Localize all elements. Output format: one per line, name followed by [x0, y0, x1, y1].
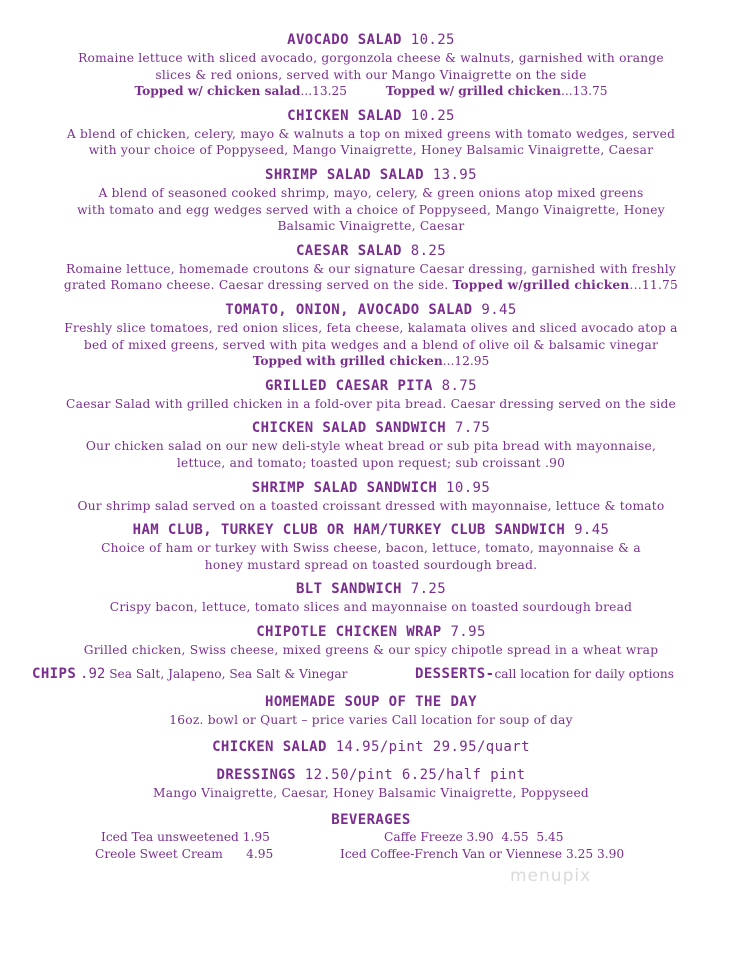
item-title	[0, 478, 742, 498]
item-price: 8.75	[441, 377, 477, 394]
menu-item-soup	[0, 692, 742, 729]
item-desc-line: Freshly slice tomatoes, red onion slices, feta cheese, kalamata olives and sliced avocado atop a	[64, 320, 678, 335]
item-desc-line: honey mustard spread on toasted sourdough bread.	[204, 557, 538, 572]
item-desc-line: with tomato and egg wedges served with a choice of Poppyseed, Mango Vinaigrette, Honey	[77, 202, 665, 217]
desserts-text: call location for daily options	[494, 667, 674, 682]
item-desc-line: Grilled chicken, Swiss cheese, mixed greens & our spicy chipotle spread in a wheat wrap	[83, 642, 659, 657]
topped-label: Topped w/grilled chicken	[452, 278, 630, 293]
item-title	[0, 765, 742, 785]
menu-item-avocado-salad	[0, 30, 742, 100]
beverage-item: Iced Coffee-French Van or Viennese 3.25 3.90	[340, 846, 625, 861]
item-title	[0, 106, 742, 126]
item-price: 7.25	[410, 581, 447, 598]
item-desc-line: Crispy bacon, lettuce, tomato slices and mayonnaise on toasted sourdough bread	[109, 600, 633, 615]
item-title	[0, 579, 742, 599]
topped-options	[0, 83, 742, 100]
item-desc-line: Romaine lettuce, homemade croutons & our signature Caesar dressing, garnished with freshly	[66, 261, 676, 276]
item-desc-line: A blend of chicken, celery, mayo & walnuts a top on mixed greens with tomato wedges, served	[66, 126, 676, 141]
menu-item-caesar-salad	[0, 241, 742, 294]
item-name: HAM CLUB, TURKEY CLUB OR HAM/TURKEY CLUB SANDWICH	[132, 522, 566, 539]
item-title	[0, 737, 742, 757]
menu	[0, 30, 742, 864]
topped-label: Topped with grilled chicken	[252, 354, 443, 369]
item-price: 12.50/pint 6.25/half pint	[304, 767, 526, 784]
item-name: SHRIMP SALAD SALAD	[265, 166, 424, 183]
item-desc-line: bed of mixed greens, served with pita wedges and a blend of olive oil & balsamic vinegar	[83, 337, 659, 352]
beverages-list	[0, 830, 742, 864]
item-title	[0, 300, 742, 320]
item-desc-line: Caesar Salad with grilled chicken in a fold-over pita bread. Caesar dressing served on the side	[66, 396, 676, 411]
item-price: 14.95/pint 29.95/quart	[335, 739, 530, 756]
item-price: 7.95	[450, 623, 486, 640]
item-title	[0, 30, 742, 50]
beverages-title: BEVERAGES	[331, 811, 411, 828]
item-desc-line: Our shrimp salad served on a toasted croissant dressed with mayonnaise, lettuce & tomato	[77, 498, 665, 513]
beverages-section	[0, 810, 742, 830]
item-desc-line: Choice of ham or turkey with Swiss cheese, bacon, lettuce, tomato, mayonnaise & a	[101, 541, 641, 556]
beverage-item: Iced Tea unsweetened 1.95	[101, 829, 270, 844]
item-price: 10.25	[410, 32, 455, 48]
menu-item-grilled-caesar-pita	[0, 376, 742, 413]
item-title	[0, 520, 742, 540]
item-desc-line: Our chicken salad on our new deli-style wheat bread or sub pita bread with mayonnaise,	[85, 439, 657, 454]
topped-price: ...13.25	[300, 84, 347, 99]
menu-item-club-sandwich	[0, 520, 742, 573]
menu-item-chipotle-chicken-wrap	[0, 622, 742, 659]
item-desc-line: A blend of seasoned cooked shrimp, mayo, celery, & green onions atop mixed greens	[98, 185, 644, 200]
item-desc-line	[0, 277, 742, 294]
item-name: CHICKEN SALAD	[287, 107, 402, 124]
item-name: CHICKEN SALAD	[212, 739, 327, 756]
menu-item-shrimp-salad	[0, 165, 742, 235]
item-name: DRESSINGS	[216, 767, 296, 784]
item-price: 9.45	[481, 301, 517, 318]
topped-label: Topped w/ grilled chicken	[385, 84, 562, 99]
beverage-item: Creole Sweet Cream 4.95	[95, 846, 274, 861]
item-name: AVOCADO SALAD	[287, 32, 402, 48]
chips-title: CHIPS	[32, 666, 77, 683]
item-name: BLT SANDWICH	[295, 581, 402, 598]
item-price: 9.45	[574, 522, 610, 539]
chips-price: .92	[80, 666, 106, 683]
beverage-item: Caffe Freeze 3.90 4.55 5.45	[384, 829, 564, 844]
item-name: GRILLED CAESAR PITA	[265, 377, 433, 394]
menu-item-dressings	[0, 765, 742, 802]
item-desc-line: Balsamic Vinaigrette, Caesar	[277, 219, 465, 234]
item-name: CHICKEN SALAD SANDWICH	[251, 420, 447, 437]
topped-options	[0, 353, 742, 370]
item-name: HOMEMADE SOUP OF THE DAY	[265, 694, 477, 711]
item-price: 13.95	[432, 166, 477, 183]
chips-line	[32, 666, 347, 682]
item-desc-line: Mango Vinaigrette, Caesar, Honey Balsamic Vinaigrette, Poppyseed	[153, 786, 589, 801]
item-title	[0, 418, 742, 438]
item-price: 10.25	[410, 107, 455, 124]
menu-item-blt-sandwich	[0, 579, 742, 616]
item-desc-line: with your choice of Poppyseed, Mango Vinaigrette, Honey Balsamic Vinaigrette, Caesar	[88, 143, 654, 158]
chips-flavors: Sea Salt, Jalapeno, Sea Salt & Vinegar	[109, 667, 348, 682]
item-title	[0, 165, 742, 185]
topped-price: ...12.95	[442, 354, 490, 369]
desc-text: grated Romano cheese. Caesar dressing served on the side.	[63, 278, 449, 293]
chips-desserts-row	[0, 664, 742, 686]
item-price: 7.75	[454, 420, 491, 437]
topped-price: ...13.75	[561, 84, 608, 99]
item-name: CAESAR SALAD	[295, 242, 402, 259]
topped-label: Topped w/ chicken salad	[134, 84, 301, 99]
watermark: menupix	[510, 866, 592, 886]
item-title	[0, 376, 742, 396]
item-price: 8.25	[410, 242, 447, 259]
item-title	[0, 241, 742, 261]
item-price: 10.95	[446, 479, 491, 496]
menu-item-tomato-onion-avocado-salad	[0, 300, 742, 370]
topped-price: ...11.75	[629, 278, 679, 293]
item-name: TOMATO, ONION, AVOCADO SALAD	[225, 301, 473, 318]
item-title	[0, 622, 742, 642]
menu-item-chicken-salad-bulk	[0, 737, 742, 757]
item-desc-line: lettuce, and tomato; toasted upon request; sub croissant .90	[176, 455, 566, 470]
menu-item-chicken-salad	[0, 106, 742, 159]
menu-item-chicken-salad-sandwich	[0, 418, 742, 471]
item-name: SHRIMP SALAD SANDWICH	[251, 479, 438, 496]
item-desc-line: 16oz. bowl or Quart – price varies Call location for soup of day	[169, 713, 573, 728]
item-desc-line: Romaine lettuce with sliced avocado, gorgonzola cheese & walnuts, garnished with orange	[78, 51, 664, 65]
menu-item-shrimp-salad-sandwich	[0, 478, 742, 515]
desserts-title: DESSERTS-	[415, 666, 495, 683]
desserts-line	[415, 666, 674, 682]
item-name: CHIPOTLE CHICKEN WRAP	[256, 623, 442, 640]
item-desc-line: slices & red onions, served with our Mango Vinaigrette on the side	[155, 67, 587, 82]
